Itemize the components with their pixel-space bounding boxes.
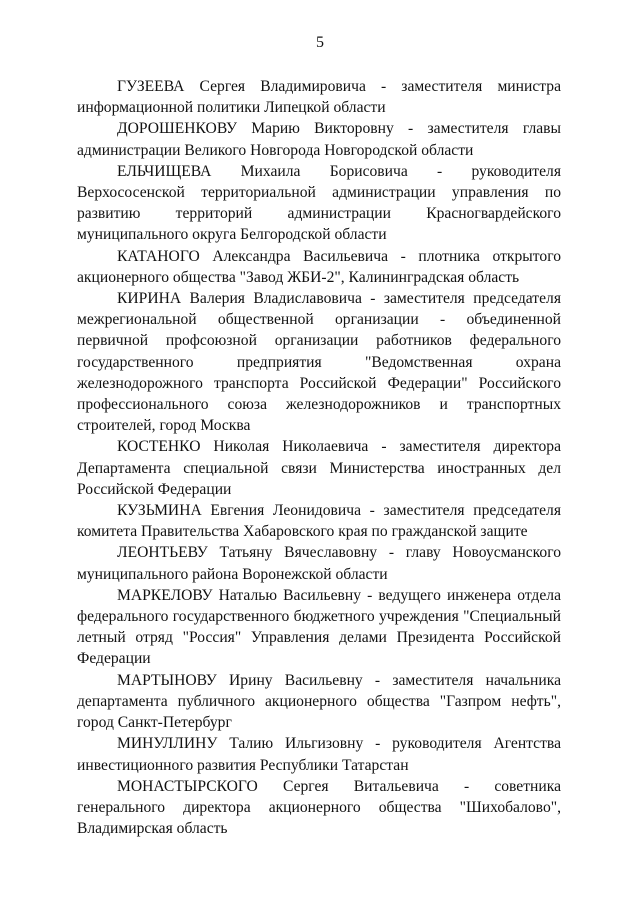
- award-list: [77, 76, 561, 839]
- list-item-martynova: МАРТЫНОВУ Ирину Васильевну - заместителя начальника департамента публичного акционерного общества "Газпром нефть", город Санкт-Петербург: [77, 671, 561, 732]
- page-number: 5: [316, 34, 324, 51]
- list-item-guzeev: ГУЗЕЕВА Сергея Владимировича - заместителя министра информационной политики Липецкой области: [77, 78, 561, 117]
- list-item-monastyrsky: МОНАСТЫРСКОГО Сергея Витальевича - советника генерального директора акционерного общества "Шихобалово", Владимирская область: [77, 777, 561, 838]
- list-item-elchishchev: ЕЛЬЧИЩЕВА Михаила Борисовича - руководителя Верхососенской территориальной администрации управления по развитию территорий администрации Красногвардейского муниципального округа Белгородской области: [77, 162, 561, 244]
- list-item-doroshenkova: ДОРОШЕНКОВУ Марию Викторовну - заместителя главы администрации Великого Новгорода Новгородской области: [77, 120, 561, 159]
- list-item-kuzmin: КУЗЬМИНА Евгения Леонидовича - заместителя председателя комитета Правительства Хабаровского края по гражданской защите: [77, 502, 561, 541]
- list-item-leontieva: ЛЕОНТЬЕВУ Татьяну Вячеславовну - главу Новоусманского муниципального района Воронежской области: [77, 544, 561, 583]
- list-item-katanogo: КАТАНОГО Александра Васильевича - плотника открытого акционерного общества "Завод ЖБИ-2", Калининградская область: [77, 247, 561, 286]
- list-item-minullina: МИНУЛЛИНУ Талию Ильгизовну - руководителя Агентства инвестиционного развития Республики Татарстан: [77, 735, 561, 774]
- list-item-kostenko: КОСТЕНКО Николая Николаевича - заместителя директора Департамента специальной связи Министерства иностранных дел Российской Федерации: [77, 438, 561, 498]
- list-item-kirin: КИРИНА Валерия Владиславовича - заместителя председателя межрегиональной общественной организации - объединенной первичной профсоюзной организации работников федерального государственного предприятия "Ведомственная охрана железнодорожного транспорта Российской Федерации" Российского профессионального союза железнодорожников и транспортных строителей, город Москва: [77, 290, 561, 435]
- list-item-markelova: МАРКЕЛОВУ Наталью Васильевну - ведущего инженера отдела федерального государственного бюджетного учреждения "Специальный летный отряд "Россия" Управления делами Президента Российской Федерации: [77, 586, 561, 668]
